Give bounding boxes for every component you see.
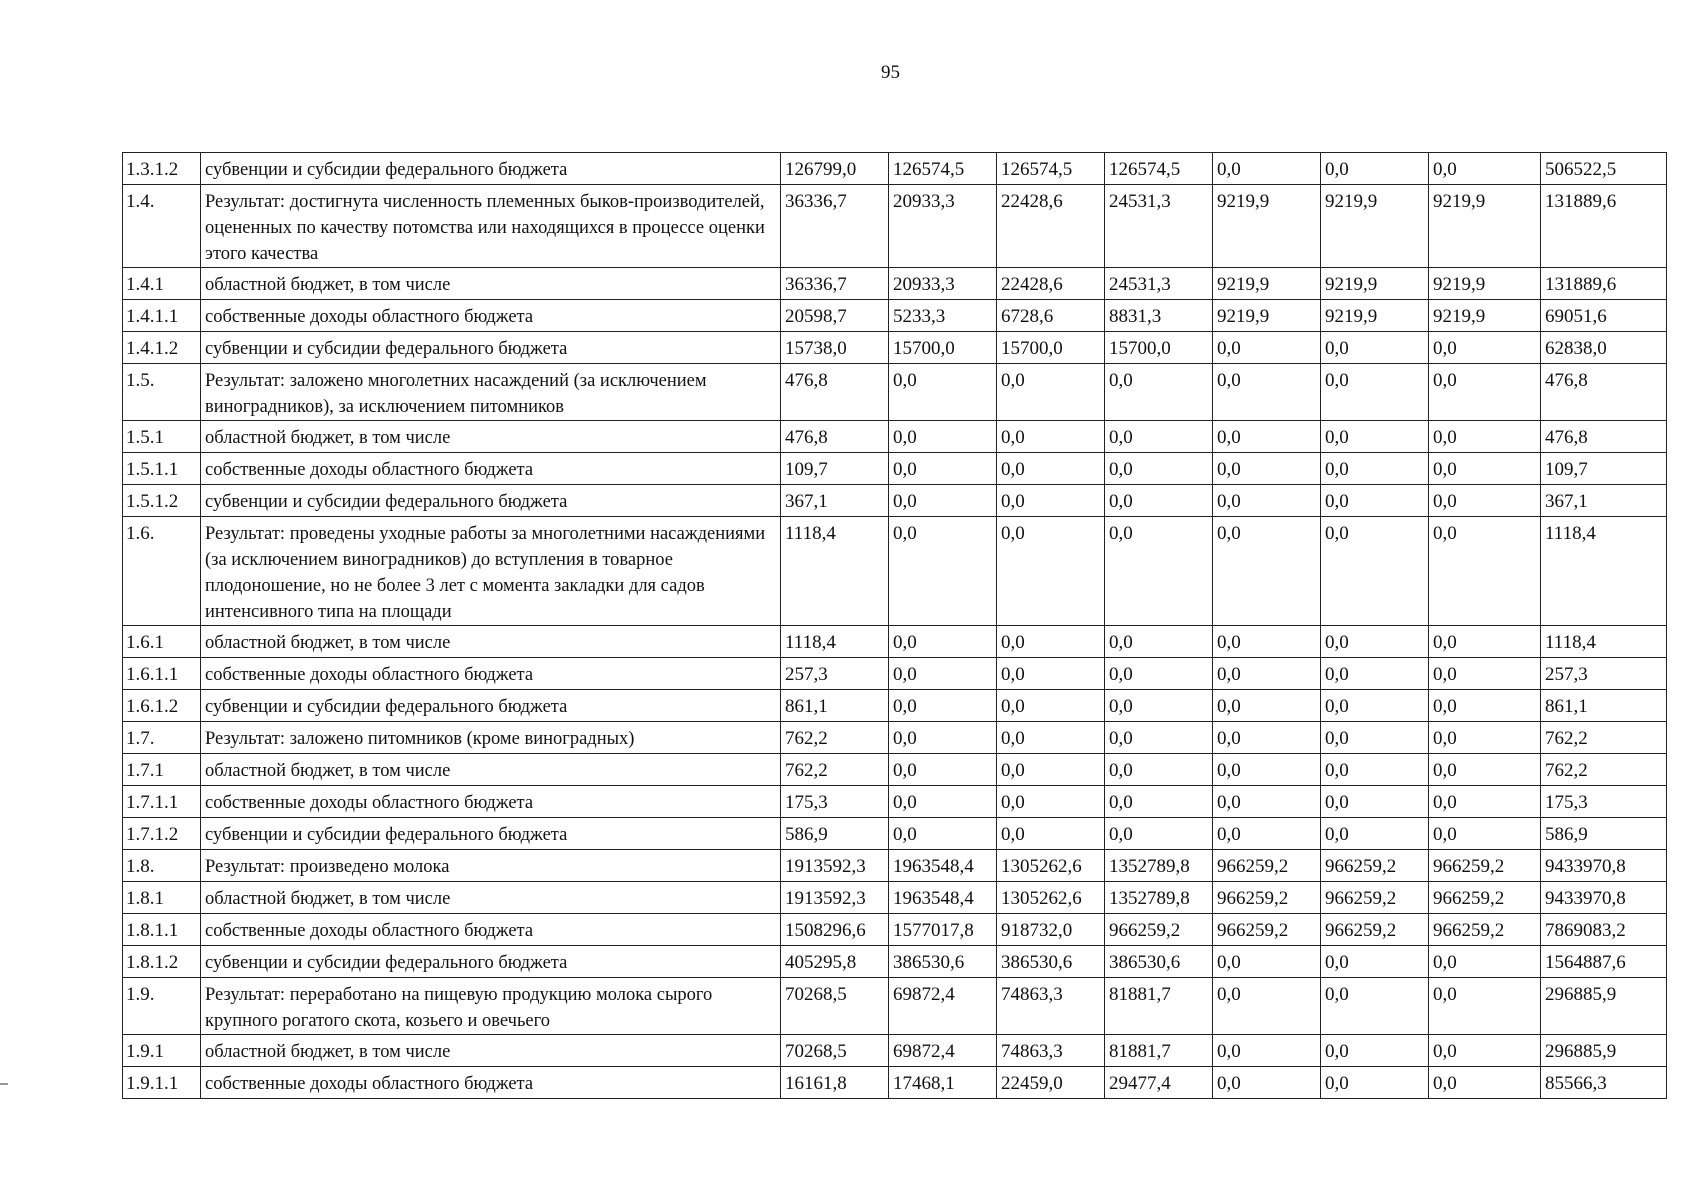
row-value: 0,0 — [1429, 626, 1541, 658]
row-value: 0,0 — [1213, 978, 1321, 1035]
row-value: 1305262,6 — [997, 850, 1105, 882]
row-code: 1.9.1.1 — [123, 1067, 201, 1099]
row-value: 1118,4 — [781, 517, 889, 626]
table-row — [123, 332, 1667, 364]
row-value: 966259,2 — [1429, 914, 1541, 946]
row-value: 0,0 — [1321, 1067, 1429, 1099]
row-value: 81881,7 — [1105, 1035, 1213, 1067]
row-value: 0,0 — [1213, 421, 1321, 453]
row-value: 9219,9 — [1321, 300, 1429, 332]
row-description: собственные доходы областного бюджета — [201, 786, 781, 818]
row-value: 0,0 — [1105, 722, 1213, 754]
row-value: 9219,9 — [1213, 268, 1321, 300]
row-value: 966259,2 — [1213, 914, 1321, 946]
row-value: 0,0 — [1429, 690, 1541, 722]
row-code: 1.7.1.1 — [123, 786, 201, 818]
row-value: 0,0 — [1321, 626, 1429, 658]
row-value: 0,0 — [1213, 1035, 1321, 1067]
row-total-value: 1564887,6 — [1541, 946, 1667, 978]
row-value: 0,0 — [1429, 153, 1541, 185]
row-code: 1.6. — [123, 517, 201, 626]
row-total-value: 506522,5 — [1541, 153, 1667, 185]
row-value: 0,0 — [1105, 626, 1213, 658]
row-value: 1963548,4 — [889, 882, 997, 914]
row-value: 36336,7 — [781, 185, 889, 268]
row-value: 386530,6 — [1105, 946, 1213, 978]
row-value: 0,0 — [1429, 517, 1541, 626]
row-value: 386530,6 — [889, 946, 997, 978]
row-value: 74863,3 — [997, 1035, 1105, 1067]
row-value: 69872,4 — [889, 978, 997, 1035]
row-value: 0,0 — [1213, 690, 1321, 722]
row-description: собственные доходы областного бюджета — [201, 300, 781, 332]
row-value: 0,0 — [1213, 722, 1321, 754]
table-row — [123, 268, 1667, 300]
row-value: 0,0 — [1321, 364, 1429, 421]
row-code: 1.9. — [123, 978, 201, 1035]
row-value: 1352789,8 — [1105, 850, 1213, 882]
row-value: 0,0 — [1429, 485, 1541, 517]
row-value: 762,2 — [781, 722, 889, 754]
table-row — [123, 485, 1667, 517]
row-value: 0,0 — [1321, 1035, 1429, 1067]
row-description: областной бюджет, в том числе — [201, 268, 781, 300]
row-code: 1.8.1.1 — [123, 914, 201, 946]
table-row — [123, 421, 1667, 453]
row-total-value: 7869083,2 — [1541, 914, 1667, 946]
row-value: 0,0 — [1321, 722, 1429, 754]
margin-mark — [0, 1083, 8, 1085]
table-row — [123, 453, 1667, 485]
row-value: 5233,3 — [889, 300, 997, 332]
row-value: 0,0 — [1213, 1067, 1321, 1099]
row-value: 0,0 — [889, 690, 997, 722]
row-value: 0,0 — [1213, 153, 1321, 185]
table-row — [123, 153, 1667, 185]
row-total-value: 762,2 — [1541, 722, 1667, 754]
row-value: 0,0 — [889, 818, 997, 850]
row-value: 0,0 — [1429, 786, 1541, 818]
row-description: собственные доходы областного бюджета — [201, 453, 781, 485]
table-row — [123, 818, 1667, 850]
row-value: 0,0 — [997, 626, 1105, 658]
row-total-value: 586,9 — [1541, 818, 1667, 850]
row-value: 0,0 — [997, 722, 1105, 754]
table-row — [123, 364, 1667, 421]
row-value: 0,0 — [1213, 453, 1321, 485]
row-value: 861,1 — [781, 690, 889, 722]
row-total-value: 85566,3 — [1541, 1067, 1667, 1099]
row-value: 0,0 — [1321, 946, 1429, 978]
row-code: 1.5.1 — [123, 421, 201, 453]
row-value: 9219,9 — [1429, 300, 1541, 332]
row-value: 966259,2 — [1213, 850, 1321, 882]
row-value: 1577017,8 — [889, 914, 997, 946]
row-value: 15700,0 — [889, 332, 997, 364]
row-value: 0,0 — [1429, 818, 1541, 850]
row-code: 1.7. — [123, 722, 201, 754]
row-value: 22428,6 — [997, 185, 1105, 268]
row-value: 126574,5 — [1105, 153, 1213, 185]
row-total-value: 9433970,8 — [1541, 850, 1667, 882]
row-value: 0,0 — [1429, 722, 1541, 754]
row-value: 70268,5 — [781, 1035, 889, 1067]
row-value: 0,0 — [1213, 517, 1321, 626]
table-row — [123, 1035, 1667, 1067]
row-value: 8831,3 — [1105, 300, 1213, 332]
row-value: 476,8 — [781, 421, 889, 453]
row-description: субвенции и субсидии федерального бюджета — [201, 485, 781, 517]
row-value: 0,0 — [1429, 658, 1541, 690]
row-value: 0,0 — [1105, 485, 1213, 517]
row-value: 1352789,8 — [1105, 882, 1213, 914]
row-value: 0,0 — [1321, 818, 1429, 850]
row-value: 0,0 — [889, 626, 997, 658]
row-description: областной бюджет, в том числе — [201, 1035, 781, 1067]
row-value: 0,0 — [1213, 626, 1321, 658]
row-value: 0,0 — [1105, 453, 1213, 485]
row-value: 0,0 — [1321, 978, 1429, 1035]
row-code: 1.8.1 — [123, 882, 201, 914]
row-value: 0,0 — [1429, 754, 1541, 786]
row-code: 1.6.1 — [123, 626, 201, 658]
row-value: 0,0 — [1429, 1067, 1541, 1099]
row-total-value: 9433970,8 — [1541, 882, 1667, 914]
row-value: 16161,8 — [781, 1067, 889, 1099]
row-value: 0,0 — [1429, 364, 1541, 421]
row-code: 1.6.1.2 — [123, 690, 201, 722]
row-value: 0,0 — [1105, 786, 1213, 818]
row-value: 22459,0 — [997, 1067, 1105, 1099]
row-value: 15700,0 — [1105, 332, 1213, 364]
row-description: субвенции и субсидии федерального бюджета — [201, 946, 781, 978]
row-value: 69872,4 — [889, 1035, 997, 1067]
row-code: 1.8.1.2 — [123, 946, 201, 978]
row-value: 966259,2 — [1105, 914, 1213, 946]
row-total-value: 861,1 — [1541, 690, 1667, 722]
row-value: 70268,5 — [781, 978, 889, 1035]
row-value: 966259,2 — [1321, 882, 1429, 914]
row-description: собственные доходы областного бюджета — [201, 658, 781, 690]
table-row — [123, 754, 1667, 786]
row-code: 1.7.1 — [123, 754, 201, 786]
row-description: областной бюджет, в том числе — [201, 754, 781, 786]
row-description: субвенции и субсидии федерального бюджета — [201, 332, 781, 364]
row-code: 1.6.1.1 — [123, 658, 201, 690]
row-value: 476,8 — [781, 364, 889, 421]
row-value: 0,0 — [1105, 658, 1213, 690]
row-value: 0,0 — [1105, 818, 1213, 850]
row-value: 126574,5 — [889, 153, 997, 185]
row-value: 126574,5 — [997, 153, 1105, 185]
row-value: 20598,7 — [781, 300, 889, 332]
row-value: 0,0 — [1429, 1035, 1541, 1067]
row-value: 966259,2 — [1429, 850, 1541, 882]
row-value: 966259,2 — [1429, 882, 1541, 914]
row-code: 1.4.1 — [123, 268, 201, 300]
row-value: 0,0 — [1213, 946, 1321, 978]
row-value: 1963548,4 — [889, 850, 997, 882]
row-total-value: 1118,4 — [1541, 517, 1667, 626]
row-value: 9219,9 — [1213, 300, 1321, 332]
row-value: 22428,6 — [997, 268, 1105, 300]
row-value: 20933,3 — [889, 268, 997, 300]
row-description: Результат: проведены уходные работы за многолетними насаждениями (за исключением виноградников) до вступления в товарное плодоношение, но не более 3 лет с момента закладки для садов интенсивного типа на площади — [201, 517, 781, 626]
row-total-value: 1118,4 — [1541, 626, 1667, 658]
row-value: 0,0 — [1213, 485, 1321, 517]
row-total-value: 762,2 — [1541, 754, 1667, 786]
row-total-value: 476,8 — [1541, 421, 1667, 453]
row-value: 0,0 — [1429, 978, 1541, 1035]
row-value: 0,0 — [1429, 421, 1541, 453]
row-value: 9219,9 — [1213, 185, 1321, 268]
row-value: 17468,1 — [889, 1067, 997, 1099]
row-value: 0,0 — [1213, 754, 1321, 786]
row-value: 0,0 — [889, 485, 997, 517]
row-value: 0,0 — [1213, 658, 1321, 690]
table-row — [123, 185, 1667, 268]
table-body — [123, 153, 1667, 1099]
row-value: 0,0 — [889, 722, 997, 754]
row-code: 1.7.1.2 — [123, 818, 201, 850]
table-row — [123, 626, 1667, 658]
row-description: субвенции и субсидии федерального бюджета — [201, 690, 781, 722]
row-value: 9219,9 — [1429, 185, 1541, 268]
row-value: 1913592,3 — [781, 850, 889, 882]
row-description: субвенции и субсидии федерального бюджета — [201, 153, 781, 185]
row-value: 0,0 — [1429, 946, 1541, 978]
table-row — [123, 850, 1667, 882]
row-value: 1508296,6 — [781, 914, 889, 946]
row-description: областной бюджет, в том числе — [201, 421, 781, 453]
row-value: 1305262,6 — [997, 882, 1105, 914]
row-value: 0,0 — [997, 421, 1105, 453]
row-total-value: 476,8 — [1541, 364, 1667, 421]
row-total-value: 131889,6 — [1541, 185, 1667, 268]
row-value: 0,0 — [997, 453, 1105, 485]
row-value: 9219,9 — [1429, 268, 1541, 300]
row-description: Результат: заложено питомников (кроме виноградных) — [201, 722, 781, 754]
row-value: 0,0 — [1429, 453, 1541, 485]
row-description: Результат: достигнута численность племенных быков-производителей, оцененных по качеству потомства или находящихся в процессе оценки этого качества — [201, 185, 781, 268]
table-row — [123, 914, 1667, 946]
row-value: 0,0 — [997, 690, 1105, 722]
row-value: 29477,4 — [1105, 1067, 1213, 1099]
row-total-value: 131889,6 — [1541, 268, 1667, 300]
row-value: 966259,2 — [1321, 850, 1429, 882]
budget-table — [122, 152, 1667, 1099]
row-total-value: 257,3 — [1541, 658, 1667, 690]
table-row — [123, 690, 1667, 722]
row-total-value: 175,3 — [1541, 786, 1667, 818]
row-value: 0,0 — [1321, 332, 1429, 364]
row-value: 0,0 — [1213, 786, 1321, 818]
row-description: областной бюджет, в том числе — [201, 882, 781, 914]
row-value: 24531,3 — [1105, 185, 1213, 268]
row-value: 405295,8 — [781, 946, 889, 978]
row-description: областной бюджет, в том числе — [201, 626, 781, 658]
row-code: 1.9.1 — [123, 1035, 201, 1067]
row-total-value: 69051,6 — [1541, 300, 1667, 332]
row-value: 1118,4 — [781, 626, 889, 658]
table-row — [123, 300, 1667, 332]
row-value: 0,0 — [997, 517, 1105, 626]
row-value: 24531,3 — [1105, 268, 1213, 300]
row-code: 1.4. — [123, 185, 201, 268]
row-value: 0,0 — [997, 786, 1105, 818]
row-value: 0,0 — [889, 421, 997, 453]
row-value: 81881,7 — [1105, 978, 1213, 1035]
row-value: 762,2 — [781, 754, 889, 786]
row-value: 0,0 — [1321, 485, 1429, 517]
row-total-value: 367,1 — [1541, 485, 1667, 517]
table-row — [123, 658, 1667, 690]
row-value: 74863,3 — [997, 978, 1105, 1035]
row-value: 0,0 — [1213, 332, 1321, 364]
row-value: 367,1 — [781, 485, 889, 517]
row-code: 1.3.1.2 — [123, 153, 201, 185]
table-row — [123, 946, 1667, 978]
row-value: 0,0 — [889, 658, 997, 690]
row-value: 0,0 — [1105, 754, 1213, 786]
table-row — [123, 722, 1667, 754]
row-code: 1.5.1.1 — [123, 453, 201, 485]
row-code: 1.4.1.1 — [123, 300, 201, 332]
row-total-value: 296885,9 — [1541, 978, 1667, 1035]
row-total-value: 296885,9 — [1541, 1035, 1667, 1067]
row-description: Результат: заложено многолетних насаждений (за исключением виноградников), за исключением питомников — [201, 364, 781, 421]
row-value: 0,0 — [1105, 421, 1213, 453]
row-value: 0,0 — [1321, 421, 1429, 453]
row-value: 0,0 — [889, 754, 997, 786]
row-value: 175,3 — [781, 786, 889, 818]
row-code: 1.4.1.2 — [123, 332, 201, 364]
row-value: 36336,7 — [781, 268, 889, 300]
row-value: 9219,9 — [1321, 268, 1429, 300]
row-value: 0,0 — [1321, 658, 1429, 690]
row-value: 15700,0 — [997, 332, 1105, 364]
row-description: субвенции и субсидии федерального бюджета — [201, 818, 781, 850]
row-value: 0,0 — [1105, 364, 1213, 421]
row-value: 386530,6 — [997, 946, 1105, 978]
row-value: 257,3 — [781, 658, 889, 690]
row-value: 0,0 — [889, 364, 997, 421]
row-value: 109,7 — [781, 453, 889, 485]
row-value: 0,0 — [1105, 690, 1213, 722]
table-row — [123, 517, 1667, 626]
row-value: 0,0 — [1429, 332, 1541, 364]
row-value: 586,9 — [781, 818, 889, 850]
row-value: 0,0 — [997, 754, 1105, 786]
row-total-value: 62838,0 — [1541, 332, 1667, 364]
row-value: 126799,0 — [781, 153, 889, 185]
row-value: 0,0 — [889, 453, 997, 485]
row-description: собственные доходы областного бюджета — [201, 914, 781, 946]
row-description: Результат: произведено молока — [201, 850, 781, 882]
row-code: 1.8. — [123, 850, 201, 882]
row-value: 0,0 — [1105, 517, 1213, 626]
row-value: 0,0 — [1321, 690, 1429, 722]
row-value: 966259,2 — [1213, 882, 1321, 914]
row-total-value: 109,7 — [1541, 453, 1667, 485]
table-row — [123, 978, 1667, 1035]
row-value: 0,0 — [1321, 754, 1429, 786]
row-description: Результат: переработано на пищевую продукцию молока сырого крупного рогатого скота, козьего и овечьего — [201, 978, 781, 1035]
row-value: 0,0 — [1321, 153, 1429, 185]
row-value: 15738,0 — [781, 332, 889, 364]
row-value: 0,0 — [889, 517, 997, 626]
row-value: 0,0 — [1321, 517, 1429, 626]
row-value: 1913592,3 — [781, 882, 889, 914]
row-value: 0,0 — [1213, 364, 1321, 421]
row-code: 1.5.1.2 — [123, 485, 201, 517]
row-value: 9219,9 — [1321, 185, 1429, 268]
table-row — [123, 786, 1667, 818]
row-value: 966259,2 — [1321, 914, 1429, 946]
row-value: 0,0 — [889, 786, 997, 818]
row-value: 6728,6 — [997, 300, 1105, 332]
row-value: 0,0 — [1321, 786, 1429, 818]
row-value: 918732,0 — [997, 914, 1105, 946]
row-value: 20933,3 — [889, 185, 997, 268]
row-value: 0,0 — [997, 658, 1105, 690]
row-value: 0,0 — [997, 485, 1105, 517]
page-number: 95 — [881, 62, 900, 83]
table-row — [123, 882, 1667, 914]
row-code: 1.5. — [123, 364, 201, 421]
row-value: 0,0 — [997, 818, 1105, 850]
row-value: 0,0 — [997, 364, 1105, 421]
table-row — [123, 1067, 1667, 1099]
row-value: 0,0 — [1321, 453, 1429, 485]
row-value: 0,0 — [1213, 818, 1321, 850]
row-description: собственные доходы областного бюджета — [201, 1067, 781, 1099]
